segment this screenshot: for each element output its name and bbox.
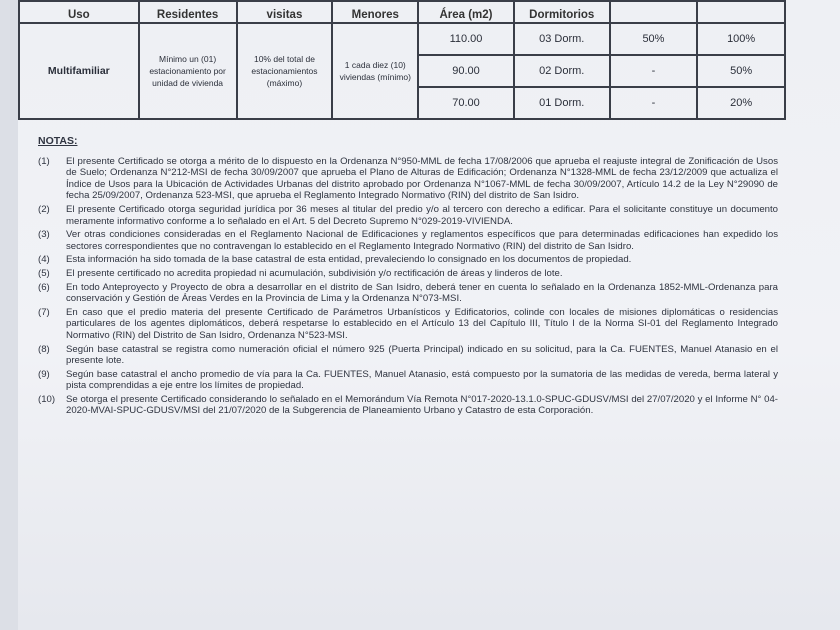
note-item: [38, 394, 778, 417]
cell-residentes: Mínimo un (01) estacionamiento por unidad de vivienda: [139, 23, 237, 119]
note-item: [38, 369, 778, 392]
header-col7: [610, 1, 698, 23]
header-col8: [697, 1, 785, 23]
note-text: El presente Certificado se otorga a mérito de lo dispuesto en la Ordenanza N°950-MML de fecha 17/08/2006 que aprueba el reajuste integral de Zonificación de Usos de Suelo; Ordenanza N°212-MSI de fecha 30/09/2007 que aprueba el Plano de Alturas de Edificación; Ordenanza N°1328-MML de fecha 23/12/2009 que actualiza el Índice de Usos para la Ubicación de Actividades Urbanas del distrito aprobado por Ordenanza N°1067-MML de fecha 30/09/2007, Artículo 14.2 de la Ley N°29090 de fecha 25/09/2007, Ordenanza 523-MSI, que aprueba el Reglamento Integrado Normativo (RIN) del distrito de San Isidro.: [66, 155, 778, 202]
note-text: Se otorga el presente Certificado considerando lo señalado en el Memorándum Vía Remota N°017-2020-13.1.0-SPUC-GDUSV/MSI del 27/07/2020 y el Informe N° 04-2020-MVAI-SPUC-GDUSV/MSI del 21/07/2020 de la Subgerencia de Planeamiento Urbano y Catastro de esta Corporación.: [66, 393, 778, 417]
note-item: [38, 204, 778, 227]
note-text: Ver otras condiciones consideradas en el Reglamento Nacional de Edificaciones y reglamentos específicos que para determinadas edificaciones han expedido los sectores correspondientes que no contravengan lo establecido en el Reglamento Integrado Normativo (RIN) del distrito de San Isidro.: [66, 229, 778, 252]
note-text: Según base catastral el ancho promedio de vía para la Ca. FUENTES, Manuel Atanasio, está compuesto por la sumatoria de las medidas de vereda, berma lateral y pista comprendidas a eje entre los límites de propiedad.: [66, 368, 778, 392]
header-dormitorios: Dormitorios: [514, 1, 610, 23]
cell-col8: 100%: [697, 23, 785, 55]
note-item: [38, 268, 778, 280]
note-number: (6): [38, 281, 50, 293]
header-visitas: visitas: [237, 1, 333, 23]
note-number: (1): [38, 155, 50, 167]
cell-col8: 20%: [697, 87, 785, 119]
note-item: [38, 254, 778, 266]
note-number: (10): [38, 393, 56, 405]
cell-visitas: 10% del total de estacionamientos (máximo): [237, 23, 333, 119]
note-item: [38, 307, 778, 342]
cell-uso: Multifamiliar: [19, 23, 139, 119]
note-number: (8): [38, 343, 50, 355]
cell-dormitorios: 01 Dorm.: [514, 87, 610, 119]
table-row: [19, 23, 785, 55]
cell-dormitorios: 02 Dorm.: [514, 55, 610, 87]
header-area: Área (m2): [418, 1, 514, 23]
cell-col7: -: [610, 87, 698, 119]
header-residentes: Residentes: [139, 1, 237, 23]
note-text: El presente Certificado otorga seguridad jurídica por 36 meses al titular del predio y/o al tercero con derecho a edificar. Para el solicitante constituye un documento meramente informativo conforme a lo señalado en el Art. 5 del Decreto Supremo N°029-2019-VIVIENDA.: [66, 203, 778, 227]
note-number: (9): [38, 368, 50, 380]
note-item: [38, 344, 778, 367]
note-item: [38, 282, 778, 305]
cell-col7: 50%: [610, 23, 698, 55]
cell-col8: 50%: [697, 55, 785, 87]
note-text: Esta información ha sido tomada de la base catastral de esta entidad, prevaleciendo lo consignado en los documentos de propiedad.: [66, 254, 632, 266]
note-item: [38, 156, 778, 202]
table-header-row: [19, 1, 785, 23]
note-text: En caso que el predio materia del presente Certificado de Parámetros Urbanísticos y Edificatorios, colinde con locales de misiones diplomáticas o residencias particulares de los agentes diplomáticos, deberá respetarse lo establecido en el Artículo 13 del Capítulo III, Título I de la Norma SI-01 del Reglamento Integrado Normativo (RIN) del Distrito de San Isidro, Ordenanza N°523-MSI.: [66, 306, 778, 341]
note-number: (5): [38, 267, 50, 279]
note-number: (4): [38, 254, 50, 266]
header-menores: Menores: [332, 1, 418, 23]
cell-area: 90.00: [418, 55, 514, 87]
cell-menores: 1 cada diez (10) viviendas (mínimo): [332, 23, 418, 119]
note-text: El presente certificado no acredita propiedad ni acumulación, subdivisión y/o rectificación de áreas y linderos de lote.: [66, 267, 563, 279]
notes-title: NOTAS:: [38, 135, 78, 147]
cell-dormitorios: 03 Dorm.: [514, 23, 610, 55]
note-item: [38, 229, 778, 252]
note-text: Según base catastral se registra como numeración oficial el número 925 (Puerta Principal) indicado en su solicitud, para la Ca. FUENTES, Manuel Atanasio en el presente lote.: [66, 343, 778, 367]
note-number: (3): [38, 229, 50, 241]
note-number: (7): [38, 306, 50, 318]
cell-area: 70.00: [418, 87, 514, 119]
note-text: En todo Anteproyecto y Proyecto de obra a desarrollar en el distrito de San Isidro, deberá tener en cuenta lo señalado en la Ordenanza 1852-MML-Ordenanza para conservación y Gestión de Áreas Verdes en la Provincia de Lima y la Ordenanza N°073-MSI.: [66, 281, 778, 305]
notes-section: [38, 136, 778, 419]
header-uso: Uso: [19, 1, 139, 23]
cell-col7: -: [610, 55, 698, 87]
parking-requirements-table: [18, 0, 786, 120]
note-number: (2): [38, 203, 50, 215]
cell-area: 110.00: [418, 23, 514, 55]
